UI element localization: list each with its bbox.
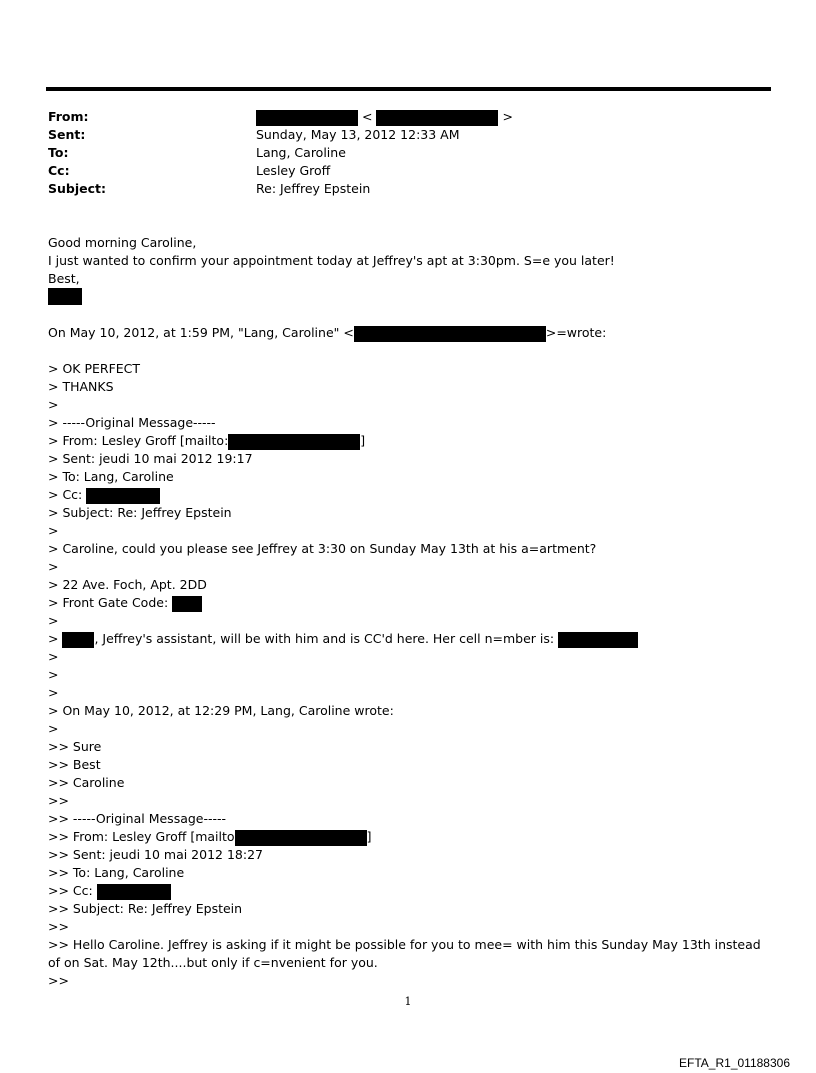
quote-intro-post: >=wrote: — [545, 325, 607, 340]
body-line-1: I just wanted to confirm your appointment today at Jeffrey's apt at 3:30pm. S=e you later! — [48, 253, 615, 268]
from-gt: > — [502, 109, 513, 124]
quoted-line: > To: Lang, Caroline — [48, 469, 174, 484]
quoted-line: > — [48, 721, 59, 736]
quoted-cc-line — [48, 486, 160, 504]
quoted-line: > -----Original Message----- — [48, 415, 216, 430]
quoted-line: > — [48, 523, 59, 538]
redacted-signature — [48, 288, 82, 305]
quoted-line: >> -----Original Message----- — [48, 811, 227, 826]
quoted-line: > — [48, 397, 59, 412]
from-value — [256, 108, 513, 126]
redacted-caroline-email — [354, 326, 546, 342]
quoted-from-end-2: ] — [366, 829, 372, 844]
quoted-gate-text: > Front Gate Code: — [48, 595, 169, 610]
document-id: EFTA_R1_01188306 — [679, 1056, 790, 1070]
quoted-line: > — [48, 685, 59, 700]
quoted-assistant-line — [48, 630, 638, 648]
redacted-cc — [86, 488, 160, 504]
quoted-from-line-2 — [48, 828, 371, 846]
redacted-sender-name — [256, 110, 358, 126]
quoted-assistant-text: , Jeffrey's assistant, will be with him and is CC'd here. Her cell n=mber is: — [94, 631, 555, 646]
cc-label: Cc: — [48, 163, 70, 178]
quoted-line: > Caroline, could you please see Jeffrey at 3:30 on Sunday May 13th at his a=artment? — [48, 541, 597, 556]
quoted-line: >> — [48, 919, 69, 934]
quoted-line: > THANKS — [48, 379, 114, 394]
quoted-cc-text: > Cc: — [48, 487, 83, 502]
quoted-from-text: > From: Lesley Groff [mailto: — [48, 433, 229, 448]
signoff: Best, — [48, 271, 80, 286]
quoted-line: > — [48, 559, 59, 574]
page-number: 1 — [404, 995, 412, 1008]
quoted-line: >> Sent: jeudi 10 mai 2012 18:27 — [48, 847, 263, 862]
quoted-line: >> Best — [48, 757, 101, 772]
quoted-assistant-pre: > — [48, 631, 59, 646]
quoted-line: > On May 10, 2012, at 12:29 PM, Lang, Caroline wrote: — [48, 703, 394, 718]
quoted-line: > — [48, 649, 59, 664]
quoted-cc-line-2 — [48, 882, 171, 900]
from-label: From: — [48, 109, 89, 124]
subject-value: Re: Jeffrey Epstein — [256, 181, 371, 196]
to-value: Lang, Caroline — [256, 145, 346, 160]
quoted-line: > OK PERFECT — [48, 361, 141, 376]
quoted-line: >> — [48, 973, 69, 988]
quoted-paragraph: >> Hello Caroline. Jeffrey is asking if it might be possible for you to mee= with him this Sunday May 13th instead of on Sat. May 12th....but only if c=nvenient for you. — [48, 937, 761, 970]
quote-intro — [48, 324, 606, 342]
cc-value: Lesley Groff — [256, 163, 331, 178]
quoted-line: > — [48, 613, 59, 628]
greeting: Good morning Caroline, — [48, 235, 197, 250]
quoted-from-text-2: >> From: Lesley Groff [mailto — [48, 829, 235, 844]
quoted-cc-text-2: >> Cc: — [48, 883, 93, 898]
quoted-gate-line — [48, 594, 202, 612]
quoted-line: >> To: Lang, Caroline — [48, 865, 185, 880]
quoted-line: > Subject: Re: Jeffrey Epstein — [48, 505, 232, 520]
redacted-groff-email — [228, 434, 360, 450]
subject-label: Subject: — [48, 181, 106, 196]
quoted-from-end: ] — [360, 433, 366, 448]
sent-label: Sent: — [48, 127, 86, 142]
quoted-from-line — [48, 432, 365, 450]
quoted-line: >> Subject: Re: Jeffrey Epstein — [48, 901, 243, 916]
redacted-assistant-name — [62, 632, 94, 648]
redacted-cell-number — [558, 632, 638, 648]
quoted-line: >> Sure — [48, 739, 102, 754]
redacted-gate-code — [172, 596, 202, 612]
quote-intro-pre: On May 10, 2012, at 1:59 PM, "Lang, Caroline" < — [48, 325, 354, 340]
quoted-line: >> Caroline — [48, 775, 125, 790]
header-rule — [46, 87, 771, 91]
redacted-groff-email-2 — [235, 830, 367, 846]
sent-value: Sunday, May 13, 2012 12:33 AM — [256, 127, 460, 142]
quoted-line: > Sent: jeudi 10 mai 2012 19:17 — [48, 451, 253, 466]
quoted-line: > — [48, 667, 59, 682]
quoted-line: > 22 Ave. Foch, Apt. 2DD — [48, 577, 207, 592]
quoted-line: >> — [48, 793, 69, 808]
to-label: To: — [48, 145, 69, 160]
from-lt: < — [361, 109, 373, 124]
redacted-cc-2 — [97, 884, 171, 900]
redacted-sender-email — [376, 110, 498, 126]
